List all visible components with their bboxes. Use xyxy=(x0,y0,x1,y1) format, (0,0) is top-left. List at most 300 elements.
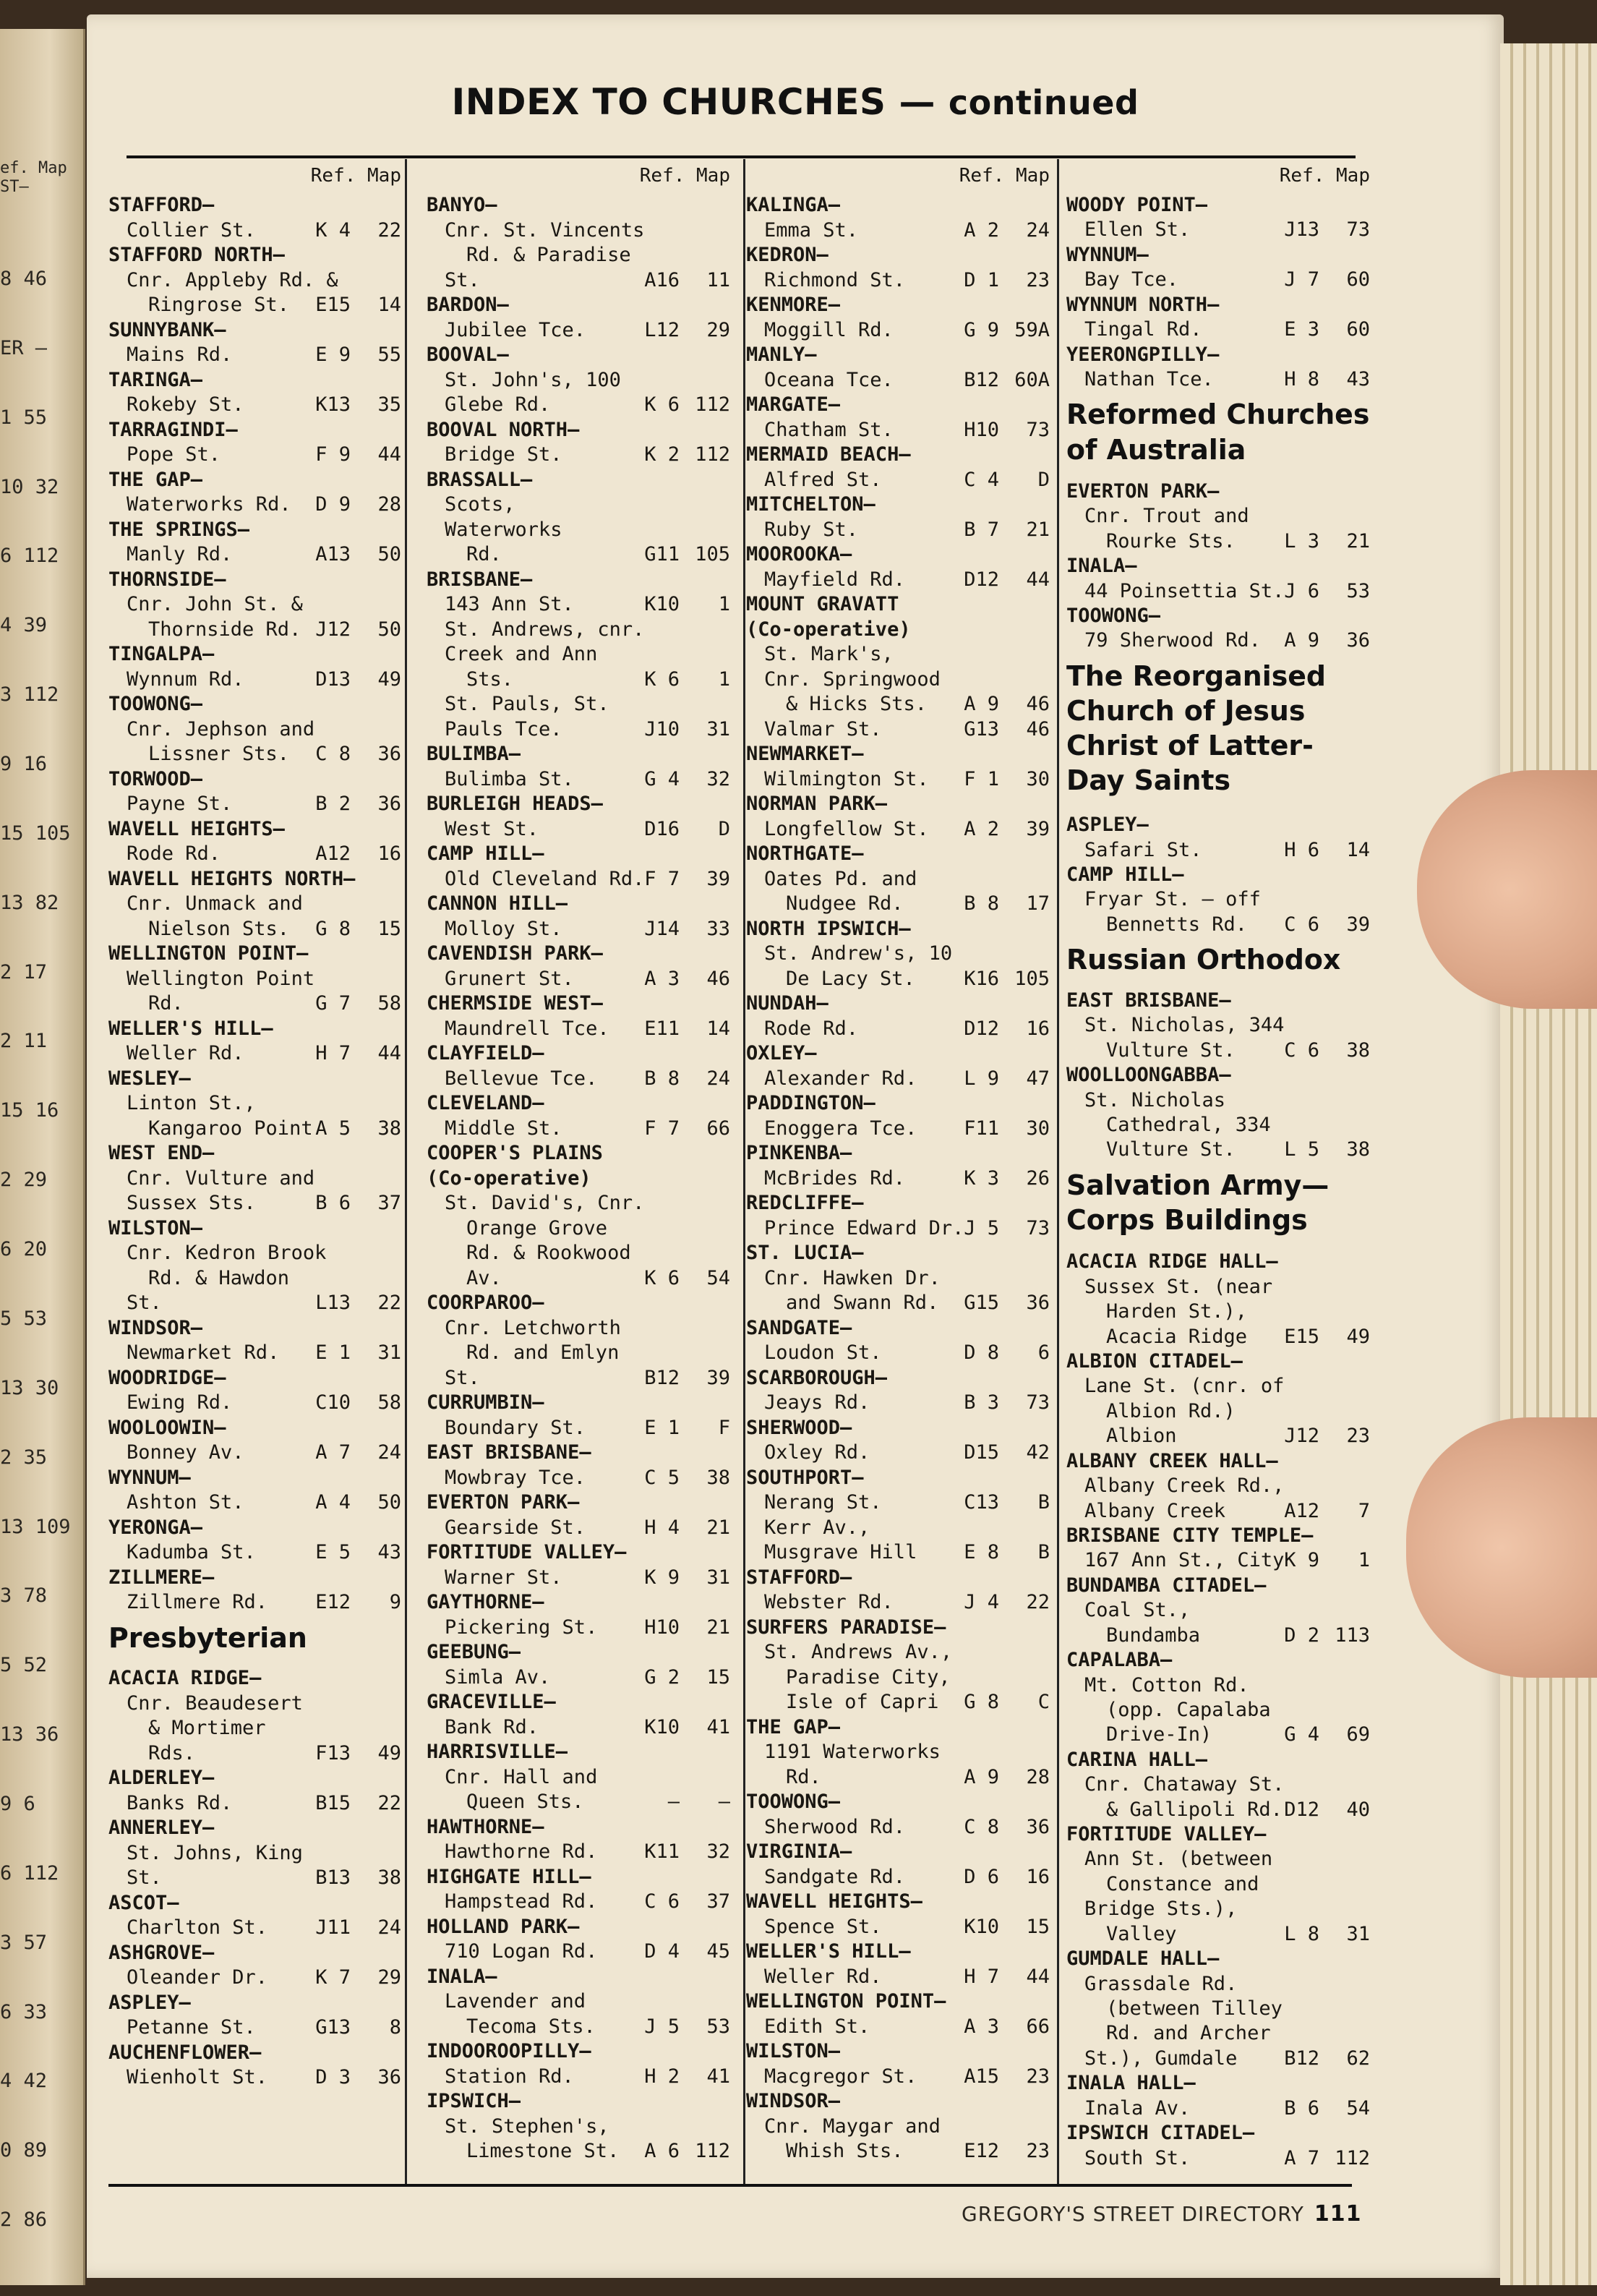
prev-page-fragment: 2 29 xyxy=(0,1169,48,1192)
church-address: Ann St. (between xyxy=(1084,1848,1273,1871)
suburb-name: INALA— xyxy=(1066,555,1137,578)
church-address: Maundrell Tce. xyxy=(445,1017,609,1040)
map-number: 15 xyxy=(706,1665,730,1689)
grid-reference: D12 xyxy=(964,568,999,591)
map-number: 21 xyxy=(1346,529,1370,552)
bottom-rule xyxy=(108,2184,1352,2187)
suburb-name: MITCHELTON— xyxy=(746,493,875,516)
prev-page-fragment: 10 32 xyxy=(0,475,59,498)
church-address: St. John's, 100 xyxy=(445,368,621,391)
church-entry xyxy=(746,493,1050,543)
church-address: Mayfield Rd. xyxy=(764,568,906,591)
map-number: F xyxy=(718,1416,730,1439)
church-address: Payne St. xyxy=(127,793,233,815)
map-number: 23 xyxy=(1026,268,1050,291)
grid-reference: K 6 xyxy=(644,393,680,416)
grid-reference: H 7 xyxy=(964,1965,999,1988)
prev-page-fragment: 4 42 xyxy=(0,2070,48,2093)
map-number: 45 xyxy=(706,1940,730,1963)
church-entry xyxy=(427,1966,730,2041)
grid-reference: F 1 xyxy=(964,767,999,790)
church-address: Nielson Sts. xyxy=(148,917,290,940)
suburb-name: ASHGROVE— xyxy=(108,1941,215,1964)
church-address: Hampstead Rd. xyxy=(445,1890,598,1913)
church-address: & Mortimer xyxy=(148,1717,266,1740)
church-address: Albany Creek Rd., xyxy=(1084,1475,1285,1498)
grid-reference: F11 xyxy=(964,1117,999,1140)
prev-page-fragment: 13 109 xyxy=(0,1515,71,1538)
map-number: 32 xyxy=(706,767,730,790)
suburb-name: YERONGA— xyxy=(108,1516,203,1539)
page-title xyxy=(87,81,1504,123)
church-address: Safari St. xyxy=(1084,838,1202,861)
church-address: St. Nicholas xyxy=(1084,1088,1226,1111)
church-address: Rds. xyxy=(148,1741,196,1764)
grid-reference: E15 xyxy=(315,294,351,316)
church-entry xyxy=(746,593,1050,718)
church-entry xyxy=(1066,1450,1370,1524)
church-entry xyxy=(108,1667,401,1767)
church-address: St. Mark's, xyxy=(764,643,894,665)
church-address: Sussex Sts. xyxy=(127,1192,256,1214)
church-address: Gearside St. xyxy=(445,1516,586,1539)
suburb-name: WESLEY— xyxy=(108,1067,191,1090)
church-address: Wilmington St. xyxy=(764,767,929,790)
title-main: INDEX TO CHURCHES xyxy=(451,81,886,123)
map-number: 6 xyxy=(1037,1341,1050,1364)
church-entry xyxy=(108,942,401,1017)
map-number: 39 xyxy=(1026,817,1050,840)
index-column-3 xyxy=(746,165,1050,2182)
index-column-2 xyxy=(427,165,730,2182)
church-address: Weller Rd. xyxy=(127,1042,244,1064)
grid-reference: B 3 xyxy=(964,1391,999,1414)
grid-reference: B13 xyxy=(315,1866,351,1890)
map-number: 38 xyxy=(1346,1038,1370,1062)
prev-page-fragment: 4 39 xyxy=(0,614,48,637)
map-number: 33 xyxy=(706,917,730,940)
church-entry xyxy=(427,1816,730,1866)
grid-reference: J 4 xyxy=(964,1591,999,1613)
grid-reference: A 9 xyxy=(964,1765,999,1788)
suburb-name: BULIMBA— xyxy=(427,743,521,765)
map-number: 26 xyxy=(1026,1166,1050,1190)
map-number: 31 xyxy=(377,1341,401,1364)
church-entry xyxy=(746,1192,1050,1242)
grid-reference: J14 xyxy=(644,917,680,940)
map-number: 54 xyxy=(1346,2096,1370,2120)
church-address: South St. xyxy=(1084,2146,1191,2169)
church-address: St. Nicholas, 344 xyxy=(1084,1014,1285,1037)
map-number: B xyxy=(1037,1541,1050,1563)
grid-reference: K11 xyxy=(644,1840,680,1863)
map-number: 59A xyxy=(1014,318,1050,341)
church-entry xyxy=(746,2090,1050,2165)
church-entry xyxy=(108,1017,401,1067)
suburb-name: ASCOT— xyxy=(108,1891,179,1914)
suburb-name: (Co-operative) xyxy=(427,1166,591,1190)
map-number: 44 xyxy=(377,443,401,466)
grid-reference: K 6 xyxy=(644,1266,680,1289)
church-address: Ringrose St. xyxy=(148,294,290,316)
church-entry xyxy=(108,194,401,244)
church-entry xyxy=(108,568,401,644)
map-number: 73 xyxy=(1026,1391,1050,1414)
map-number: 37 xyxy=(706,1890,730,1913)
suburb-name: NUNDAH— xyxy=(746,992,829,1015)
grid-reference: G 9 xyxy=(964,318,999,341)
grid-reference: L13 xyxy=(315,1292,351,1314)
church-address: St.), Gumdale xyxy=(1084,2047,1238,2070)
church-entry xyxy=(108,768,401,818)
church-address: Oleander Dr. xyxy=(127,1966,268,1989)
map-number: 47 xyxy=(1026,1067,1050,1090)
map-number: 58 xyxy=(377,992,401,1015)
ref-map-header: Ref. Map xyxy=(1279,165,1370,187)
church-entry xyxy=(746,1317,1050,1367)
church-address: St. xyxy=(445,1366,480,1389)
grid-reference: H 6 xyxy=(1284,838,1319,861)
grid-reference: B 6 xyxy=(1284,2096,1319,2120)
grid-reference: K13 xyxy=(315,393,351,416)
map-number: 112 xyxy=(1335,2146,1370,2169)
church-address: Rd. xyxy=(148,992,184,1015)
church-entry xyxy=(108,1767,401,1817)
church-address: Cnr. Vulture and xyxy=(127,1166,315,1190)
map-number: 24 xyxy=(377,1441,401,1464)
church-entry xyxy=(427,1142,730,1292)
church-entry xyxy=(746,1092,1050,1142)
map-number: 36 xyxy=(377,793,401,815)
suburb-name: NORTHGATE— xyxy=(746,842,864,865)
map-number: — xyxy=(718,1791,730,1813)
map-number: 22 xyxy=(377,1791,401,1814)
suburb-name: WELLER'S HILL— xyxy=(746,1940,911,1963)
church-address: Scots, xyxy=(445,493,515,516)
map-number: 43 xyxy=(1346,367,1370,391)
grid-reference: — xyxy=(667,1791,680,1813)
church-entry xyxy=(108,1417,401,1467)
grid-reference: E 1 xyxy=(644,1416,680,1439)
grid-reference: G13 xyxy=(315,2016,351,2039)
church-address: Harden St.), xyxy=(1106,1300,1248,1323)
suburb-name: GUMDALE HALL— xyxy=(1066,1947,1220,1971)
church-entry xyxy=(427,1092,730,1142)
church-address: Cnr. Trout and xyxy=(1084,505,1249,528)
map-number: B xyxy=(1037,1491,1050,1514)
church-entry xyxy=(427,1916,730,1966)
suburb-name: WEST END— xyxy=(108,1142,215,1164)
map-number: 29 xyxy=(706,318,730,341)
map-number: 22 xyxy=(377,1292,401,1314)
church-address: Rode Rd. xyxy=(764,1017,859,1040)
church-entry xyxy=(1066,1947,1370,2072)
church-address: Rd. and Emlyn xyxy=(466,1341,620,1364)
church-address: Lane St. (cnr. of xyxy=(1084,1375,1285,1398)
suburb-name: NORTH IPSWICH— xyxy=(746,917,911,940)
church-address: Cnr. Maygar and xyxy=(764,2114,941,2138)
church-entry xyxy=(427,892,730,942)
map-number: 39 xyxy=(1346,913,1370,936)
church-entry xyxy=(427,793,730,842)
grid-reference: K16 xyxy=(964,967,999,990)
grid-reference: G 7 xyxy=(315,992,351,1015)
church-entry xyxy=(427,1866,730,1916)
map-number: 15 xyxy=(1026,1915,1050,1938)
top-rule xyxy=(127,155,1356,158)
grid-reference: A 2 xyxy=(964,817,999,840)
map-number: 8 xyxy=(389,2016,401,2039)
church-entry xyxy=(108,244,401,319)
church-address: St. David's, Cnr. xyxy=(445,1192,645,1214)
church-address: Cnr. Beaudesert xyxy=(127,1691,303,1715)
church-entry xyxy=(1066,863,1370,938)
church-address: Wynnum Rd. xyxy=(127,667,244,691)
map-number: 21 xyxy=(1026,518,1050,541)
map-number: 73 xyxy=(1026,1216,1050,1239)
grid-reference: G 8 xyxy=(315,917,351,940)
church-address: St. xyxy=(127,1292,162,1314)
grid-reference: G 4 xyxy=(644,767,680,790)
grid-reference: A16 xyxy=(644,268,680,291)
church-address: West St. xyxy=(445,817,539,840)
church-entry xyxy=(746,1791,1050,1840)
grid-reference: D12 xyxy=(964,1017,999,1040)
church-address: Lavender and xyxy=(445,1990,586,2013)
church-address: Newmarket Rd. xyxy=(127,1341,280,1364)
suburb-name: BOOVAL— xyxy=(427,343,509,366)
suburb-name: ALBION CITADEL— xyxy=(1066,1350,1243,1373)
prev-page-fragment: 5 52 xyxy=(0,1654,48,1677)
church-address: Collier St. xyxy=(127,218,256,242)
suburb-name: CANNON HILL— xyxy=(427,892,568,915)
map-number: 66 xyxy=(706,1117,730,1140)
suburb-name: YEERONGPILLY— xyxy=(1066,343,1220,366)
map-number: 60 xyxy=(1346,268,1370,291)
map-number: 24 xyxy=(377,1916,401,1939)
suburb-name: PINKENBA— xyxy=(746,1142,852,1164)
suburb-name: KALINGA— xyxy=(746,194,841,216)
grid-reference: F 9 xyxy=(315,443,351,466)
prev-page-fragment: 6 20 xyxy=(0,1238,48,1261)
church-entry xyxy=(746,793,1050,842)
church-address: Kadumba St. xyxy=(127,1541,256,1563)
suburb-name: WELLER'S HILL— xyxy=(108,1017,273,1040)
suburb-name: WYNNUM— xyxy=(108,1466,191,1489)
map-number: 36 xyxy=(1346,629,1370,652)
map-number: 23 xyxy=(1346,1425,1370,1448)
suburb-name: CARINA HALL— xyxy=(1066,1748,1208,1771)
grid-reference: C 6 xyxy=(644,1890,680,1913)
church-entry xyxy=(746,1467,1050,1516)
grid-reference: D12 xyxy=(1284,1798,1319,1821)
map-number: 105 xyxy=(1014,967,1050,990)
grid-reference: H 8 xyxy=(1284,367,1319,391)
church-entry xyxy=(746,718,1050,743)
church-address: Old Cleveland Rd. xyxy=(445,867,645,890)
church-address: Glebe Rd. xyxy=(445,393,551,416)
grid-reference: D 9 xyxy=(315,493,351,516)
church-address: Sandgate Rd. xyxy=(764,1865,906,1888)
church-address: Sts. xyxy=(466,667,514,691)
church-entry xyxy=(746,244,1050,294)
church-address: Cnr. Kedron Brook xyxy=(127,1242,327,1264)
church-address: Drive-In) xyxy=(1106,1723,1212,1746)
suburb-name: FORTITUDE VALLEY— xyxy=(1066,1823,1267,1846)
suburb-name: MOUNT GRAVATT xyxy=(746,593,899,615)
grid-reference: K 3 xyxy=(964,1166,999,1190)
church-address: De Lacy St. xyxy=(786,967,915,990)
grid-reference: E11 xyxy=(644,1017,680,1040)
suburb-name: WYNNUM NORTH— xyxy=(1066,293,1220,316)
prev-page-fragment: 9 16 xyxy=(0,753,48,776)
map-number: 54 xyxy=(706,1266,730,1289)
grid-reference: K 9 xyxy=(1284,1549,1319,1572)
map-number: 41 xyxy=(706,2065,730,2088)
church-address: Paradise City, xyxy=(786,1665,951,1689)
prev-page-fragment: 2 11 xyxy=(0,1030,48,1053)
suburb-name: CURRUMBIN— xyxy=(427,1391,544,1414)
church-address: Longfellow St. xyxy=(764,817,929,840)
map-number: 14 xyxy=(706,1017,730,1040)
grid-reference: A12 xyxy=(315,842,351,865)
church-address: St. xyxy=(127,1866,162,1890)
church-entry xyxy=(427,2090,730,2165)
church-address: Manly Rd. xyxy=(127,543,233,566)
denomination-heading: Russian Orthodox xyxy=(1066,944,1341,976)
suburb-name: BANYO— xyxy=(427,194,497,216)
map-number: 62 xyxy=(1346,2047,1370,2070)
grid-reference: H 4 xyxy=(644,1516,680,1539)
grid-reference: E12 xyxy=(964,2140,999,2162)
map-number: 29 xyxy=(377,1966,401,1989)
church-address: Thornside Rd. xyxy=(148,618,301,641)
ref-map-header: Ref. Map xyxy=(639,165,730,187)
grid-reference: B12 xyxy=(1284,2047,1319,2070)
suburb-name: (Co-operative) xyxy=(746,618,911,641)
church-address: Waterworks xyxy=(445,518,562,541)
church-entry xyxy=(746,743,1050,793)
grid-reference: F 7 xyxy=(644,867,680,890)
church-entry xyxy=(1066,480,1370,555)
church-address: Rokeby St. xyxy=(127,393,244,416)
map-number: 46 xyxy=(706,967,730,990)
church-entry xyxy=(108,518,401,568)
suburb-name: CLEVELAND— xyxy=(427,1092,544,1114)
church-entry xyxy=(427,1042,730,1092)
church-entry xyxy=(746,918,1050,993)
grid-reference: E15 xyxy=(1284,1325,1319,1348)
suburb-name: OXLEY— xyxy=(746,1042,817,1064)
suburb-name: TOOWONG— xyxy=(108,693,203,715)
map-number: 53 xyxy=(1346,579,1370,602)
church-address: Bulimba St. xyxy=(445,767,574,790)
grid-reference: A 9 xyxy=(1284,629,1319,652)
church-entry xyxy=(1066,194,1370,244)
church-entry xyxy=(108,369,401,419)
suburb-name: WOODRIDGE— xyxy=(108,1366,226,1389)
suburb-name: MOOROOKA— xyxy=(746,543,852,566)
grid-reference: E 8 xyxy=(964,1541,999,1563)
grid-reference: A 3 xyxy=(964,2015,999,2038)
suburb-name: WINDSOR— xyxy=(746,2090,841,2112)
ref-map-header: Ref. Map xyxy=(310,165,401,187)
church-address: Station Rd. xyxy=(445,2065,574,2088)
map-number: 39 xyxy=(706,1366,730,1389)
church-address: Hawthorne Rd. xyxy=(445,1840,598,1863)
church-address: Waterworks Rd. xyxy=(127,493,291,516)
church-address: Middle St. xyxy=(445,1117,562,1140)
church-entry xyxy=(1066,605,1370,654)
suburb-name: EVERTON PARK— xyxy=(427,1491,580,1514)
church-entry xyxy=(746,1716,1050,1791)
suburb-name: TARINGA— xyxy=(108,368,203,391)
suburb-name: FORTITUDE VALLEY— xyxy=(427,1541,627,1563)
church-entry xyxy=(746,1566,1050,1616)
prev-page-fragment: 3 78 xyxy=(0,1584,48,1608)
map-number: 35 xyxy=(377,393,401,416)
index-column-1 xyxy=(108,165,401,2182)
map-number: 112 xyxy=(695,443,730,466)
suburb-name: MANLY— xyxy=(746,343,817,366)
map-number: 49 xyxy=(377,667,401,691)
map-number: 22 xyxy=(1026,1591,1050,1613)
church-address: Rd. and Archer xyxy=(1106,2022,1271,2045)
map-number: 15 xyxy=(377,917,401,940)
suburb-name: WILSTON— xyxy=(108,1216,203,1239)
church-address: Enoggera Tce. xyxy=(764,1117,917,1140)
prev-page-fragment: 3 57 xyxy=(0,1931,48,1954)
suburb-name: WAVELL HEIGHTS— xyxy=(746,1890,922,1913)
column-divider xyxy=(743,159,745,2184)
church-entry xyxy=(746,1516,1050,1566)
grid-reference: G15 xyxy=(964,1292,999,1314)
suburb-name: TORWOOD— xyxy=(108,767,203,790)
church-entry xyxy=(427,942,730,992)
prev-page-fragment: 0 89 xyxy=(0,2139,48,2162)
page-edges xyxy=(1500,43,1597,2285)
grid-reference: K 2 xyxy=(644,443,680,466)
church-address: Vulture St. xyxy=(1106,1038,1236,1062)
suburb-name: BRISBANE CITY TEMPLE— xyxy=(1066,1524,1314,1547)
suburb-name: HARRISVILLE— xyxy=(427,1741,568,1763)
church-address: Charlton St. xyxy=(127,1916,268,1939)
suburb-name: TOOWONG— xyxy=(1066,604,1161,627)
church-address: Rd. xyxy=(786,1765,821,1788)
suburb-name: TARRAGINDI— xyxy=(108,418,238,441)
prev-page-fragment: 6 112 xyxy=(0,545,59,568)
map-number: 73 xyxy=(1026,418,1050,441)
church-entry xyxy=(108,1817,401,1892)
church-address: Albion xyxy=(1106,1425,1177,1448)
church-address: Coal St., xyxy=(1084,1599,1191,1622)
grid-reference: C10 xyxy=(315,1391,351,1414)
church-entry xyxy=(427,294,730,343)
map-number: 50 xyxy=(377,1491,401,1514)
previous-page-column xyxy=(0,159,72,2232)
church-address: St. Andrew's, 10 xyxy=(764,942,953,965)
church-entry xyxy=(108,868,401,943)
grid-reference: A13 xyxy=(315,543,351,566)
church-address: Whish Sts. xyxy=(786,2140,904,2162)
church-address: Bay Tce. xyxy=(1084,268,1179,291)
suburb-name: AUCHENFLOWER— xyxy=(108,2041,262,2064)
suburb-name: HOLLAND PARK— xyxy=(427,1915,580,1938)
church-entry xyxy=(746,2040,1050,2090)
suburb-name: ASPLEY— xyxy=(108,1991,191,2014)
church-address: St. Stephen's, xyxy=(445,2114,609,2138)
suburb-name: INDOOROOPILLY— xyxy=(427,2040,591,2062)
